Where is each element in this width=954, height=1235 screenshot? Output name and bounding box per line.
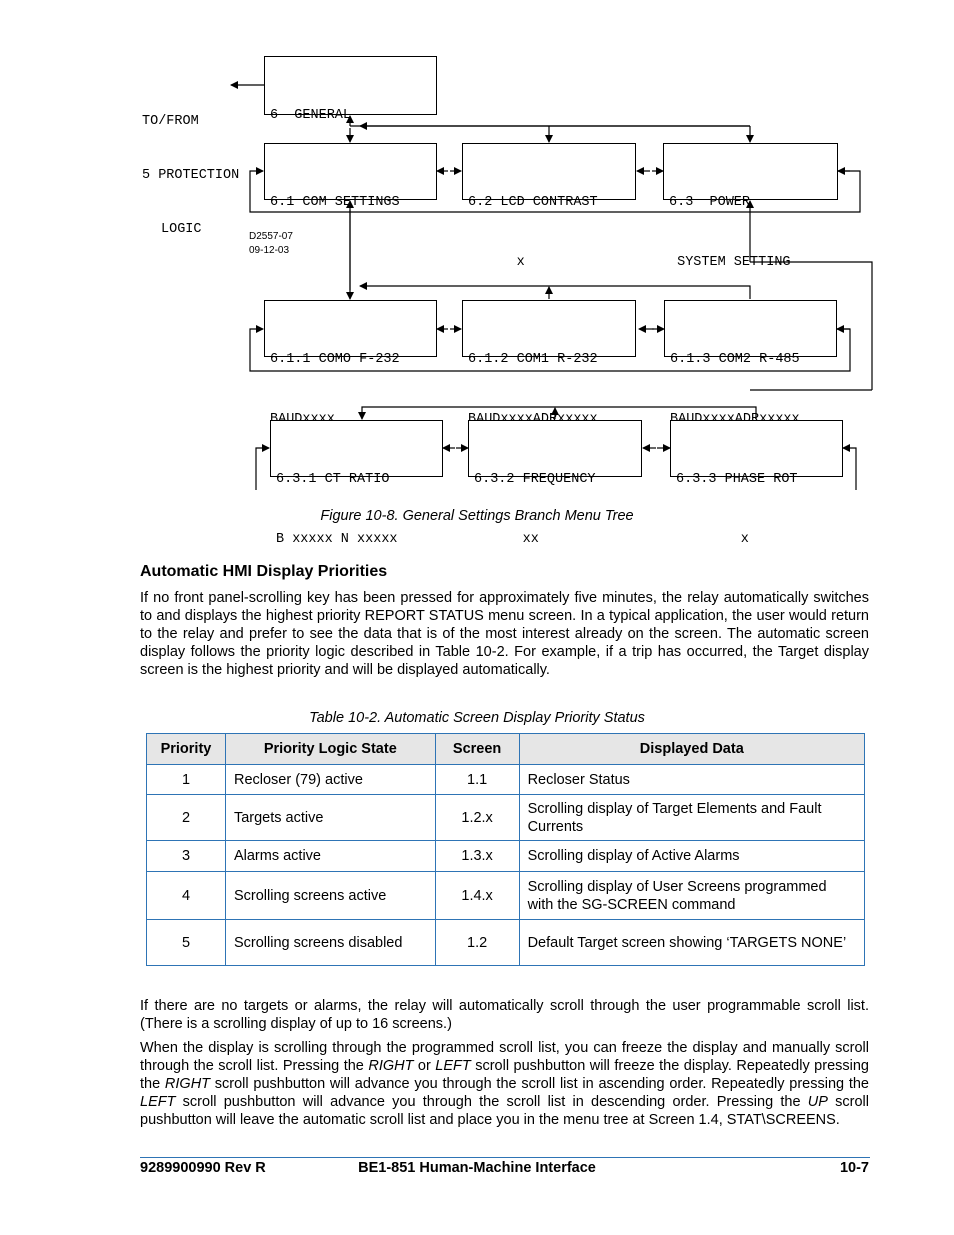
table-cell: Scrolling display of Active Alarms xyxy=(519,841,864,872)
text-run: scroll pushbutton will leave the automatic scroll list and place you in the menu tree at Screen 1.4, STAT\SCREENS. xyxy=(140,1094,869,1128)
table-cell: 1 xyxy=(147,765,226,795)
table-cell: Recloser Status xyxy=(519,765,864,795)
menu-box-phase-rot xyxy=(670,420,843,547)
emphasis: RIGHT xyxy=(164,1076,211,1092)
side-label-line: TO/FROM xyxy=(142,114,199,129)
table-header-row xyxy=(147,734,865,765)
footer-divider xyxy=(140,1157,870,1158)
table-cell: Alarms active xyxy=(225,841,435,872)
table-cell: 3 xyxy=(147,841,226,872)
table-cell: 1.2.x xyxy=(435,795,519,841)
table-cell: 1.2 xyxy=(435,920,519,966)
menu-box-line: 6.1 COM SETTINGS xyxy=(270,195,400,210)
table-cell: 5 xyxy=(147,920,226,966)
text-run: scroll pushbutton will advance you through the scroll list in ascending order. Repeatedly pressing the xyxy=(210,1076,869,1092)
table-cell: Scrolling screens disabled xyxy=(225,920,435,966)
menu-box-line: B xxxxx N xxxxx xyxy=(276,532,398,547)
section-heading: Automatic HMI Display Priorities xyxy=(140,563,388,580)
side-label-line: 5 PROTECTION xyxy=(142,168,240,183)
table-cell: 1.4.x xyxy=(435,872,519,920)
text-run: scroll pushbutton will freeze the display. Repeatedly pressing the xyxy=(140,1058,869,1092)
text-run: or xyxy=(413,1058,436,1074)
table-row xyxy=(147,841,865,872)
table-header: Priority xyxy=(147,734,226,765)
menu-box-general-settings xyxy=(264,56,437,123)
menu-box-line: 6.1.3 COM2 R-485 xyxy=(670,352,800,367)
table-header: Screen xyxy=(435,734,519,765)
drawing-id-line: 09-12-03 xyxy=(249,245,290,256)
emphasis: LEFT xyxy=(140,1094,176,1110)
table-row xyxy=(147,920,865,966)
menu-box-line: 6.3.3 PHASE ROT xyxy=(676,472,798,487)
menu-box-line: 6 GENERAL xyxy=(270,108,352,123)
text-run: When the display is scrolling through the programmed scroll list, you can freeze the display and manually scroll through the scroll list. Pressing the xyxy=(140,1040,869,1074)
menu-box-line: 6.3.1 CT RATIO xyxy=(276,472,390,487)
emphasis: UP xyxy=(807,1094,828,1110)
menu-box-ct-ratio xyxy=(270,420,443,547)
menu-box-line: 6.3 POWER xyxy=(669,195,751,210)
emphasis: LEFT xyxy=(435,1058,471,1074)
emphasis: RIGHT xyxy=(368,1058,414,1074)
footer-title: BE1-851 Human-Machine Interface xyxy=(358,1160,596,1176)
paragraph: If there are no targets or alarms, the relay will automatically scroll through the user programmable scroll list. (There is a scrolling display of up to 16 screens.) xyxy=(140,998,869,1032)
paragraph xyxy=(140,1039,869,1129)
drawing-id-line: D2557-07 xyxy=(249,231,293,242)
side-label xyxy=(142,77,239,275)
table-cell: Scrolling display of User Screens programmed with the SG-SCREEN command xyxy=(519,872,864,920)
menu-box-com2 xyxy=(664,300,837,367)
menu-box-lcd-contrast xyxy=(462,143,636,270)
menu-box-line: x xyxy=(468,255,525,270)
table-cell: Scrolling screens active xyxy=(225,872,435,920)
menu-box-com0 xyxy=(264,300,437,367)
table-cell: 1.3.x xyxy=(435,841,519,872)
table-cell: 1.1 xyxy=(435,765,519,795)
table-row xyxy=(147,872,865,920)
footer-page-number: 10-7 xyxy=(839,1160,869,1176)
table-cell: Recloser (79) active xyxy=(225,765,435,795)
menu-box-com1 xyxy=(462,300,636,367)
table-row xyxy=(147,765,865,795)
menu-box-power-system-setting xyxy=(663,143,838,270)
table-cell: Scrolling display of Target Elements and Fault Currents xyxy=(519,795,864,841)
menu-box-line: x xyxy=(676,532,749,547)
text-run: scroll pushbutton will advance you through the scroll list in descending order. Pressing the xyxy=(175,1094,808,1110)
table-header: Priority Logic State xyxy=(225,734,435,765)
table-cell: Default Target screen showing ‘TARGETS NONE’ xyxy=(519,920,864,966)
table-header: Displayed Data xyxy=(519,734,864,765)
table-cell: 4 xyxy=(147,872,226,920)
drawing-id xyxy=(249,230,293,258)
menu-box-line: 6.1.2 COM1 R-232 xyxy=(468,352,598,367)
menu-box-line: 6.1.1 COMO F-232 xyxy=(270,352,400,367)
menu-box-line: 6.2 LCD CONTRAST xyxy=(468,195,598,210)
figure-caption: Figure 10-8. General Settings Branch Menu Tree xyxy=(320,508,634,524)
table-row xyxy=(147,795,865,841)
table-cell: 2 xyxy=(147,795,226,841)
menu-box-line: xx xyxy=(474,532,539,547)
table-caption: Table 10-2. Automatic Screen Display Priority Status xyxy=(309,710,645,726)
menu-box-line: SYSTEM SETTING xyxy=(669,255,791,270)
menu-box-com-settings xyxy=(264,143,437,210)
table-cell: Targets active xyxy=(225,795,435,841)
side-label-line: LOGIC xyxy=(161,222,202,237)
paragraph: If no front panel-scrolling key has been pressed for approximately five minutes, the relay automatically switches to and displays the highest priority REPORT STATUS menu screen. In a typical application, the user would return to the relay and prefer to see the data that is of the most interest already on the screen. The automatic screen display follows the priority logic described in Table 10-2. For example, if a trip has occurred, the Target display screen is the highest priority and will be displayed automatically. xyxy=(140,590,869,678)
footer-doc-number: 9289900990 Rev R xyxy=(140,1160,266,1176)
menu-box-line: 6.3.2 FREQUENCY xyxy=(474,472,596,487)
priority-table xyxy=(146,733,865,966)
